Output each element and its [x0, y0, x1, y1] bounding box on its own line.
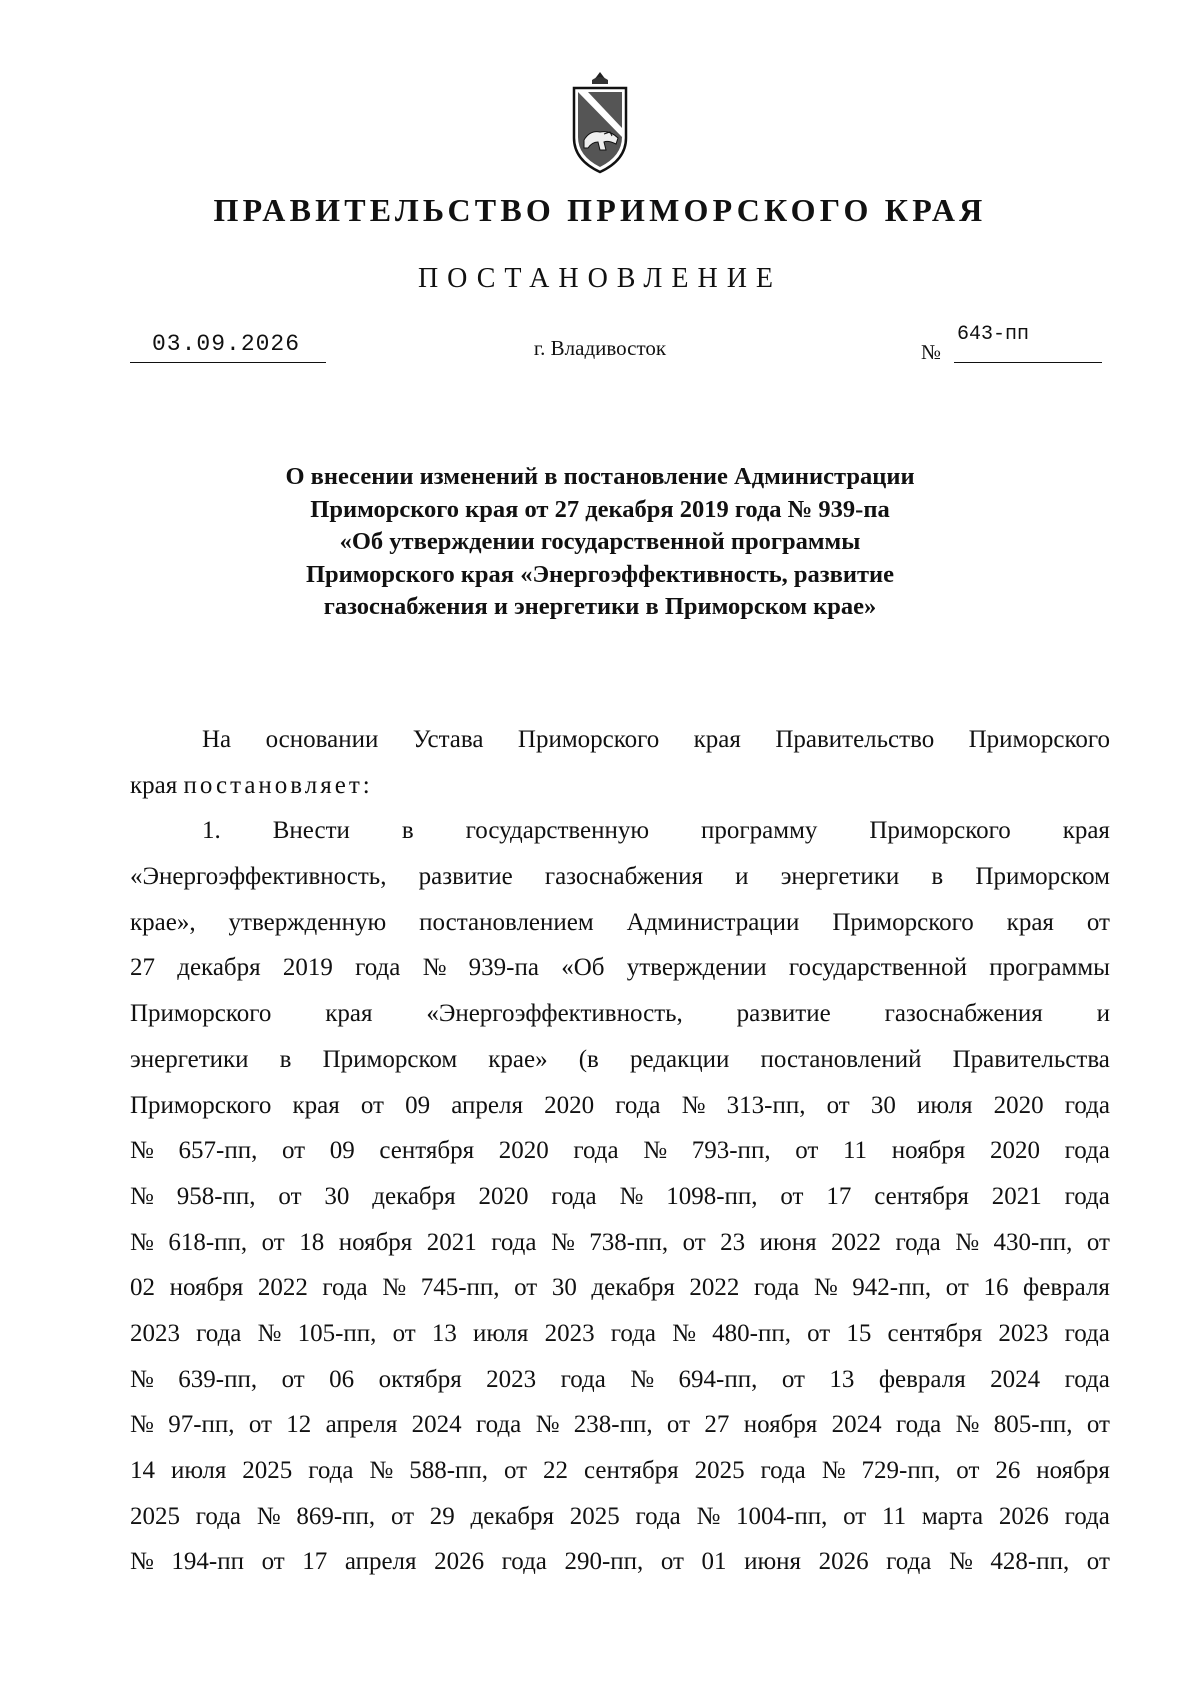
- body-word: 14: [130, 1457, 155, 1484]
- body-word: года: [1064, 1091, 1110, 1119]
- body-word: 2022: [257, 1274, 308, 1302]
- body-line: [130, 1448, 1110, 1494]
- body-word: Приморского: [968, 726, 1110, 753]
- body-word: постановлений: [760, 1045, 922, 1073]
- body-word: №: [630, 1365, 655, 1393]
- body-line: [130, 1128, 1110, 1174]
- body-word: №: [257, 1319, 282, 1347]
- body-word: июля: [917, 1091, 973, 1119]
- body-word: от: [281, 1365, 305, 1393]
- body-word: края: [325, 1000, 373, 1028]
- body-word: июня: [744, 1548, 802, 1576]
- body-word: края: [292, 1091, 340, 1119]
- body-line: [130, 1357, 1110, 1403]
- body-word: 2026: [818, 1548, 869, 1576]
- body-word: №: [422, 954, 447, 982]
- body-word: №: [130, 1411, 154, 1439]
- body-word: 793-пп,: [691, 1137, 771, 1165]
- body-word: 480-пп,: [712, 1319, 791, 1347]
- body-word: №: [130, 1365, 154, 1393]
- body-word: октября: [378, 1365, 462, 1393]
- body-word: 06: [329, 1365, 355, 1393]
- body-word: 18: [299, 1228, 325, 1256]
- body-word: от: [807, 1319, 831, 1347]
- body-word: ноября: [338, 1228, 413, 1256]
- body-word: 428-пп,: [990, 1548, 1070, 1576]
- body-word: «Энергоэффективность,: [130, 863, 387, 891]
- body-word: 313-пп,: [726, 1091, 806, 1119]
- body-word: №: [130, 1228, 154, 1256]
- subject-line: Приморского края от 27 декабря 2019 года № 939-па: [310, 495, 890, 523]
- body-word: апреля: [344, 1548, 417, 1576]
- body-word: 27: [130, 954, 155, 982]
- body-word: года: [573, 1137, 619, 1165]
- body-word: 2023: [130, 1319, 180, 1347]
- body-word: апреля: [451, 1091, 523, 1119]
- body-word: 2020: [993, 1091, 1044, 1119]
- body-word: года: [1064, 1137, 1110, 1165]
- body-line: [130, 1494, 1110, 1540]
- body-word: 2021: [991, 1182, 1042, 1210]
- body-word: 2025: [242, 1457, 293, 1484]
- body-word: 1004-пп,: [736, 1502, 828, 1530]
- body-word: Приморского: [869, 817, 1011, 845]
- body-word: 869-пп,: [296, 1502, 376, 1530]
- body-word: Приморского: [517, 726, 660, 753]
- body-word: №: [130, 1137, 154, 1165]
- body-word: Устава: [412, 726, 484, 753]
- body-word: года: [1064, 1182, 1110, 1210]
- body-word: года: [308, 1457, 354, 1484]
- body-word: 2026: [434, 1548, 485, 1576]
- body-word: 657-пп,: [178, 1137, 258, 1165]
- body-word: края: [693, 726, 741, 753]
- body-word: Внести: [272, 817, 350, 845]
- body-word: №: [672, 1319, 696, 1347]
- body-word: года: [195, 1502, 241, 1530]
- body-word: от: [843, 1502, 867, 1530]
- body-word: от: [248, 1411, 272, 1439]
- body-word: 2021: [426, 1228, 477, 1256]
- body-line: [130, 1174, 1110, 1220]
- body-word: Приморском: [322, 1045, 458, 1073]
- body-word: №: [535, 1411, 560, 1439]
- body-word: 2024: [831, 1411, 882, 1439]
- body-word: 11: [882, 1502, 907, 1530]
- body-word: от: [392, 1319, 416, 1347]
- body-word: 22: [543, 1457, 569, 1484]
- body-word: декабря: [591, 1274, 675, 1302]
- body-word: и: [1096, 1000, 1110, 1028]
- body-word: 942-пп,: [852, 1274, 932, 1302]
- body-line: [130, 717, 1110, 763]
- body-word: июля: [472, 1319, 529, 1347]
- body-word: 2025: [694, 1457, 745, 1484]
- body-word: 105-пп,: [297, 1319, 377, 1347]
- body-word: 23: [720, 1228, 746, 1256]
- body-word: 09: [405, 1091, 431, 1119]
- body-word: года: [1064, 1365, 1110, 1393]
- body-word: 2022: [689, 1274, 740, 1302]
- body-word: от: [1086, 1411, 1110, 1439]
- body-word: развитие: [418, 863, 513, 891]
- body-word: года: [895, 1411, 942, 1439]
- body-word: года: [610, 1319, 656, 1347]
- body-word: 13: [829, 1365, 855, 1393]
- body-word: 194-пп: [171, 1548, 245, 1576]
- subject-line: газоснабжения и энергетики в Приморском крае»: [323, 593, 877, 620]
- body-word: 2019: [282, 954, 333, 982]
- body-word: июля: [170, 1457, 227, 1484]
- body-line: [130, 808, 1110, 854]
- body-word: 01: [701, 1548, 727, 1576]
- body-word: 12: [286, 1411, 312, 1439]
- document-body: [130, 717, 1110, 1585]
- body-word: энергетики: [130, 1045, 249, 1073]
- body-word: края: [130, 771, 178, 799]
- body-word: Правительство: [775, 726, 935, 753]
- body-word: в: [279, 1045, 292, 1073]
- body-word: 27: [704, 1411, 730, 1439]
- body-word: декабря: [372, 1182, 456, 1210]
- body-word: 2023: [486, 1365, 537, 1393]
- body-word: года: [560, 1365, 606, 1393]
- body-word: 2025: [569, 1502, 620, 1530]
- body-word: от: [795, 1137, 819, 1165]
- body-word: Правительства: [952, 1045, 1110, 1073]
- body-word: 2024: [990, 1365, 1041, 1393]
- body-line: [130, 763, 1110, 809]
- body-word: №: [813, 1274, 838, 1302]
- body-word: Администрации: [626, 908, 800, 936]
- date-underline: [130, 362, 326, 363]
- body-word: от: [956, 1457, 980, 1484]
- body-word: февраля: [1023, 1274, 1110, 1302]
- number-underline: [954, 362, 1102, 363]
- body-word: 958-пп,: [176, 1182, 256, 1210]
- body-word: года: [895, 1228, 941, 1256]
- body-word: от: [360, 1091, 384, 1119]
- body-word: 30: [324, 1182, 350, 1210]
- body-word: №: [696, 1502, 721, 1530]
- body-word: от: [682, 1228, 706, 1256]
- body-word: программу: [701, 817, 818, 845]
- body-word: 290-пп,: [564, 1548, 644, 1576]
- body-line: [130, 1083, 1110, 1129]
- body-word: от: [660, 1548, 684, 1576]
- body-word: ноября: [891, 1137, 966, 1165]
- body-word: №: [955, 1228, 980, 1256]
- body-word: 2023: [998, 1319, 1049, 1347]
- body-word: от: [514, 1274, 538, 1302]
- body-word: крае»,: [130, 908, 196, 936]
- body-word: 2024: [411, 1411, 462, 1439]
- body-word: от: [781, 1365, 805, 1393]
- body-word: от: [1086, 908, 1110, 936]
- body-word: утверждении: [626, 954, 767, 982]
- body-word: 17: [302, 1548, 328, 1576]
- document-type: ПОСТАНОВЛЕНИЕ: [417, 263, 783, 294]
- body-word: от: [503, 1457, 528, 1484]
- document-subject: [150, 461, 1050, 624]
- body-word: в: [401, 817, 414, 845]
- body-word: края: [1006, 908, 1054, 936]
- body-word: 16: [983, 1274, 1009, 1302]
- body-word: 29: [429, 1502, 455, 1530]
- body-word: 2020: [989, 1137, 1040, 1165]
- body-word: июня: [759, 1228, 817, 1256]
- body-line: [130, 854, 1110, 900]
- body-word: апреля: [325, 1411, 398, 1439]
- body-word: 13: [431, 1319, 457, 1347]
- body-word: года: [760, 1457, 806, 1484]
- body-word: 2020: [544, 1091, 595, 1119]
- body-word: развитие: [736, 1000, 831, 1028]
- body-word: года: [754, 1274, 800, 1302]
- body-word: 30: [870, 1091, 896, 1119]
- body-word: Приморском: [975, 863, 1110, 891]
- body-word: года: [501, 1548, 547, 1576]
- body-word: №: [130, 1182, 154, 1210]
- body-word: сентября: [379, 1137, 475, 1165]
- body-word: от: [945, 1274, 969, 1302]
- body-word: года: [355, 954, 401, 982]
- document-date: 03.09.2026: [152, 331, 301, 357]
- subject-line: Приморского края «Энергоэффективность, развитие: [305, 560, 895, 588]
- body-word: ноября: [743, 1411, 818, 1439]
- body-word: 639-пп,: [178, 1365, 258, 1393]
- body-word: №: [382, 1274, 407, 1302]
- body-word: от: [666, 1411, 691, 1439]
- body-word: года: [476, 1411, 522, 1439]
- body-word: государственной: [788, 954, 968, 982]
- body-word: постановлением: [419, 908, 594, 936]
- spaced-word: постановляет:: [183, 771, 373, 799]
- number-sign: №: [921, 340, 942, 364]
- body-word: 2023: [544, 1319, 595, 1347]
- body-word: 588-пп,: [409, 1457, 489, 1484]
- body-word: года: [886, 1548, 932, 1576]
- body-word: газоснабжения: [544, 863, 703, 891]
- body-word: №: [681, 1091, 706, 1119]
- body-word: года: [1064, 1502, 1110, 1530]
- body-word: 02: [130, 1274, 155, 1302]
- body-word: государственную: [465, 817, 650, 845]
- body-word: от: [281, 1137, 306, 1165]
- body-word: редакции: [629, 1045, 730, 1073]
- body-word: №: [955, 1411, 980, 1439]
- body-word: №: [821, 1457, 846, 1484]
- body-word: энергетики: [780, 863, 900, 891]
- body-word: года: [615, 1091, 661, 1119]
- body-word: 618-пп,: [168, 1228, 248, 1256]
- body-word: от: [1086, 1228, 1110, 1256]
- body-word: ноября: [169, 1274, 244, 1302]
- body-word: сентября: [874, 1182, 969, 1210]
- body-line: [130, 1539, 1110, 1585]
- coat-of-arms-icon: [570, 70, 630, 178]
- body-word: основании: [265, 726, 379, 753]
- body-line: [130, 1037, 1110, 1083]
- body-word: 2026: [998, 1502, 1049, 1530]
- body-word: (в: [578, 1045, 599, 1073]
- body-word: №: [550, 1228, 575, 1256]
- body-word: от: [780, 1182, 804, 1210]
- body-word: №: [948, 1548, 973, 1576]
- body-word: №: [130, 1548, 154, 1576]
- body-word: года: [635, 1502, 681, 1530]
- body-word: №: [369, 1457, 394, 1484]
- body-word: 694-пп,: [678, 1365, 758, 1393]
- body-line: [130, 1311, 1110, 1357]
- body-word: Приморского: [130, 1000, 272, 1028]
- body-word: №: [643, 1137, 668, 1165]
- body-word: 2020: [478, 1182, 529, 1210]
- body-word: года: [196, 1319, 242, 1347]
- body-word: от: [390, 1502, 415, 1530]
- body-word: от: [261, 1228, 285, 1256]
- body-word: 2020: [498, 1137, 549, 1165]
- body-line: [130, 945, 1110, 991]
- body-word: Приморского: [832, 908, 974, 936]
- body-word: 30: [551, 1274, 577, 1302]
- body-word: сентября: [583, 1457, 679, 1484]
- body-word: 745-пп,: [420, 1274, 500, 1302]
- body-line: [130, 991, 1110, 1037]
- body-word: 805-пп,: [993, 1411, 1073, 1439]
- body-word: декабря: [470, 1502, 554, 1530]
- body-word: от: [278, 1182, 302, 1210]
- body-word: 2025: [130, 1502, 180, 1530]
- body-word: 738-пп,: [589, 1228, 669, 1256]
- body-word: крае»: [488, 1045, 548, 1073]
- body-word: 238-пп,: [573, 1411, 653, 1439]
- body-word: года: [1064, 1319, 1110, 1347]
- body-word: 430-пп,: [993, 1228, 1073, 1256]
- body-word: На: [202, 726, 232, 753]
- body-word: от: [1086, 1548, 1110, 1576]
- body-word: 26: [995, 1457, 1021, 1484]
- body-word: декабря: [177, 954, 261, 982]
- document-number: 643-пп: [957, 323, 1030, 346]
- body-word: края: [1062, 817, 1110, 845]
- body-word: года: [322, 1274, 368, 1302]
- subject-line: О внесении изменений в постановление Администрации: [285, 463, 915, 490]
- body-word: газоснабжения: [884, 1000, 1043, 1028]
- body-word: в: [931, 863, 944, 891]
- body-word: 939-па: [468, 954, 539, 982]
- body-word: 15: [846, 1319, 872, 1347]
- body-word: марта: [921, 1502, 984, 1530]
- body-word: утвержденную: [228, 908, 387, 936]
- body-word: программы: [989, 954, 1110, 982]
- body-word: и: [735, 863, 749, 891]
- body-word: года: [491, 1228, 537, 1256]
- body-line: [130, 1265, 1110, 1311]
- body-word: от: [261, 1548, 285, 1576]
- body-line: [130, 1220, 1110, 1266]
- body-word: «Энергоэффективность,: [426, 1000, 683, 1028]
- body-word: февраля: [878, 1365, 966, 1393]
- body-word: 729-пп,: [861, 1457, 941, 1484]
- body-line: [130, 900, 1110, 946]
- body-word: сентября: [887, 1319, 983, 1347]
- body-word: №: [619, 1182, 644, 1210]
- subject-line: «Об утверждении государственной программы: [339, 528, 861, 555]
- body-word: 1.: [202, 817, 221, 845]
- body-word: 17: [826, 1182, 852, 1210]
- body-word: 97-пп,: [168, 1411, 235, 1439]
- body-line: [130, 1402, 1110, 1448]
- body-word: Приморского: [130, 1091, 272, 1119]
- body-word: 09: [329, 1137, 355, 1165]
- body-word: года: [551, 1182, 597, 1210]
- body-word: ноября: [1036, 1457, 1110, 1484]
- document-city: г. Владивосток: [533, 336, 667, 360]
- body-word: 11: [842, 1137, 868, 1165]
- body-word: №: [256, 1502, 281, 1530]
- body-word: 1098-пп,: [666, 1182, 758, 1210]
- body-word: «Об: [561, 954, 605, 982]
- organization-title: ПРАВИТЕЛЬСТВО ПРИМОРСКОГО КРАЯ: [213, 192, 987, 228]
- body-word: 2022: [831, 1228, 882, 1256]
- body-word: от: [826, 1091, 850, 1119]
